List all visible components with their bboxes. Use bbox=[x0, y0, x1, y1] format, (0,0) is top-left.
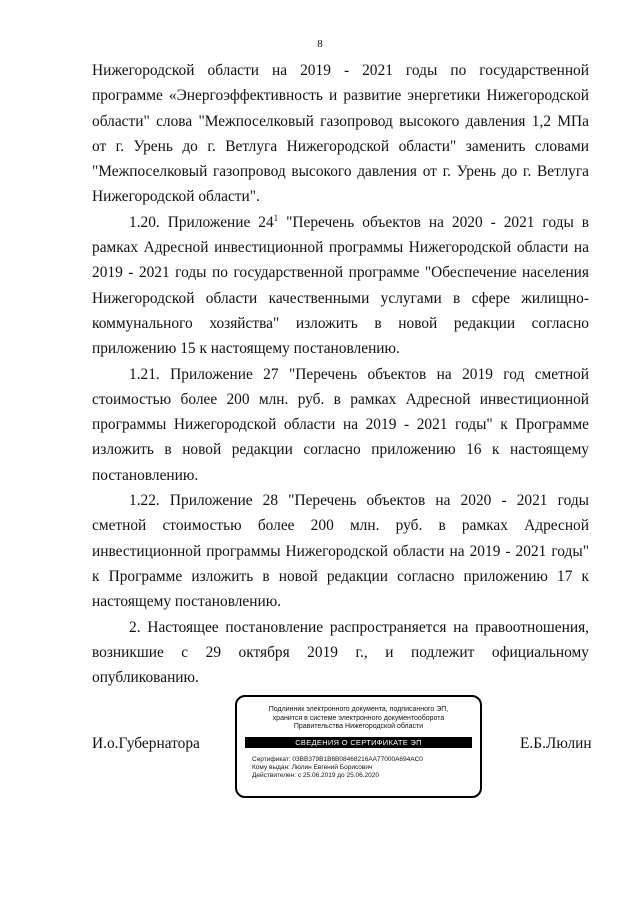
paragraph-item-1-22: 1.22. Приложение 28 "Перечень объектов на 2020 - 2021 годы сметной стоимостью более 200 млн. руб. в рамках Адресной инвестиционной программы Нижегородской области на 2019 - 2021 годы" к Программе изложить в новой редакции согласно приложению 17 к настоящему постановлению. bbox=[92, 492, 589, 611]
stamp-issued-to: Кому выдан: Люлин Евгений Борисович bbox=[252, 763, 373, 771]
electronic-signature-stamp bbox=[235, 695, 482, 798]
stamp-header-line: Подлинник электронного документа, подписанного ЭП, bbox=[268, 706, 449, 713]
page-number: 8 bbox=[317, 38, 323, 50]
stamp-header-line: Правительства Нижегородской области bbox=[293, 723, 424, 730]
stamp-certificate-bar: СВЕДЕНИЯ О СЕРТИФИКАТЕ ЭП bbox=[245, 737, 472, 748]
stamp-certificate-details bbox=[252, 756, 480, 780]
item-1-20-superscript: 1 bbox=[273, 212, 279, 223]
item-1-20-text-end: "Перечень объектов на 2020 - 2021 годы в рамках Адресной инвестиционной программы Нижегородской области на 2019 - 2021 годы по государственной программе "Обеспечение населения Нижегородской области качественными услугами в сфере жилищно-коммунального хозяйства" изложить в новой редакции согласно приложению 15 к настоящему постановлению. bbox=[92, 213, 589, 358]
paragraph-item-2: 2. Настоящее постановление распространяется на правоотношения, возникшие с 29 октября 2019 г., и подлежит официальному опубликованию. bbox=[92, 618, 589, 687]
paragraph-item-1-21: 1.21. Приложение 27 "Перечень объектов на 2019 год сметной стоимостью более 200 млн. руб. в рамках Адресной инвестиционной программы Нижегородской области на 2019 - 2021 годы" к Программе изложить в новой редакции согласно приложению 16 к настоящему постановлению. bbox=[92, 365, 589, 484]
paragraph-item-1-20 bbox=[92, 210, 589, 362]
document-body bbox=[92, 58, 589, 690]
signer-title: И.о.Губернатора bbox=[92, 735, 200, 752]
item-1-20-text-start: 1.20. Приложение 24 bbox=[129, 213, 274, 231]
stamp-header bbox=[237, 706, 480, 732]
stamp-certificate-number: Сертификат: 03BB379B1B6B08468216AA77000A694AC0 bbox=[252, 755, 423, 763]
stamp-validity: Действителен: с 25.06.2019 до 25.06.2020 bbox=[252, 771, 380, 779]
stamp-header-line: хранится в системе электронного документооборота bbox=[272, 714, 445, 722]
paragraph-continuation: Нижегородской области на 2019 - 2021 годы по государственной программе «Энергоэффективность и развитие энергетики Нижегородской области" слова "Межпоселковый газопровод высокого давления 1,2 МПа от г. Урень до г. Ветлуга Нижегородской области" заменить словами "Межпоселковый газопровод высокого давления от г. Урень до г. Ветлуга Нижегородской области". bbox=[92, 62, 589, 206]
signer-name: Е.Б.Люлин bbox=[520, 735, 592, 752]
